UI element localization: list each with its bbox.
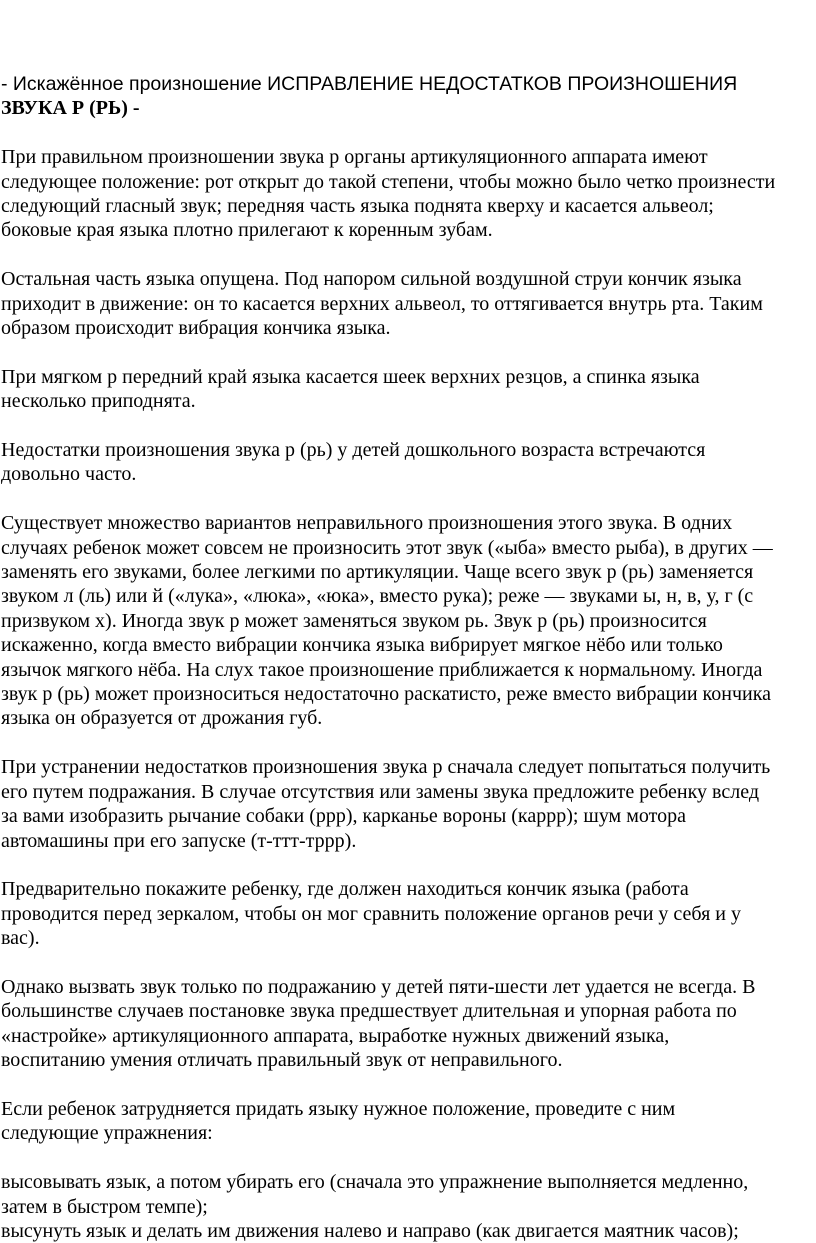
paragraph-line: случаях ребенок может совсем не произносить этот звук («ыба» вместо рыба), в других — (1, 536, 773, 559)
paragraph-line: Предварительно покажите ребенку, где должен находиться кончик языка (работа (1, 878, 689, 901)
paragraph-line: Однако вызвать звук только по подражанию у детей пяти-шести лет удается не всегда. В (1, 975, 756, 998)
exercise-line: высовывать язык, а потом убирать его (сначала это упражнение выполняется медленно, (1, 1171, 749, 1194)
paragraph-line: следующие упражнения: (1, 1122, 213, 1145)
paragraph-line: приходит в движение: он то касается верхних альвеол, то оттягивается внутрь рта. Таким (1, 292, 763, 315)
paragraph-6 (1, 755, 816, 853)
paragraph-line: автомашины при его запуске (т-ттт-тррр). (1, 829, 357, 852)
paragraph-line: Недостатки произношения звука р (рь) у детей дошкольного возраста встречаются (1, 439, 706, 462)
paragraph-9 (1, 1097, 816, 1146)
paragraph-8 (1, 975, 816, 1073)
exercise-list (1, 1170, 816, 1243)
paragraph-line: воспитанию умения отличать правильный звук от неправильного. (1, 1049, 563, 1072)
paragraph-line: язычок мягкого нёба. На слух такое произношение приближается к нормальному. Иногда (1, 658, 763, 681)
paragraph-line: за вами изобразить рычание собаки (ррр), карканье вороны (каррр); шум мотора (1, 805, 686, 828)
paragraph-line: призвуком х). Иногда звук р может заменяться звуком рь. Звук р (рь) произносится (1, 609, 707, 632)
paragraph-1 (1, 145, 816, 243)
paragraph-line: следующее положение: рот открыт до такой степени, чтобы можно было четко произнести (1, 170, 776, 193)
paragraph-line: При устранении недостатков произношения звука р сначала следует попытаться получить (1, 756, 771, 779)
paragraph-line: следующий гласный звук; передняя часть языка поднята кверху и касается альвеол; (1, 195, 714, 218)
exercise-line: высунуть язык и делать им движения налево и направо (как двигается маятник часов); (1, 1219, 739, 1242)
paragraph-line: проводится перед зеркалом, чтобы он мог сравнить положение органов речи у себя и у (1, 902, 741, 925)
paragraph-5 (1, 511, 816, 731)
paragraph-line: При мягком р передний край языка касается шеек верхних резцов, а спинка языка (1, 365, 700, 388)
paragraph-line: несколько приподнята. (1, 390, 196, 413)
paragraph-line: боковые края языка плотно прилегают к коренным зубам. (1, 219, 493, 242)
paragraph-line: искаженно, когда вместо вибрации кончика языка вибрирует мягкое нёбо или только (1, 634, 723, 657)
heading-bold-line: ЗВУКА Р (РЬ) - (1, 97, 140, 120)
paragraph-4 (1, 438, 816, 487)
paragraph-line: его путем подражания. В случае отсутствия или замены звука предложите ребенку вслед (1, 780, 760, 803)
paragraph-line: Существует множество вариантов неправильного произношения этого звука. В одних (1, 512, 733, 535)
paragraph-line: языка он образуется от дрожания губ. (1, 707, 323, 730)
paragraph-line: образом происходит вибрация кончика языка. (1, 317, 391, 340)
document-heading (1, 72, 816, 121)
heading-prefix: - Искажённое произношение ИСПРАВЛЕНИЕ НЕДОСТАТКОВ ПРОИЗНОШЕНИЯ (1, 73, 738, 95)
paragraph-line: вас). (1, 927, 40, 950)
paragraph-7 (1, 877, 816, 950)
paragraph-line: звук р (рь) может произноситься недостаточно раскатисто, реже вместо вибрации кончика (1, 683, 771, 706)
paragraph-2 (1, 267, 816, 340)
paragraph-3 (1, 365, 816, 414)
paragraph-line: большинстве случаев постановке звука предшествует длительная и упорная работа по (1, 1000, 737, 1023)
exercise-line: затем в быстром темпе); (1, 1195, 208, 1218)
paragraph-line: Если ребенок затрудняется придать языку нужное положение, проведите с ним (1, 1097, 676, 1120)
document-page (0, 72, 816, 1243)
paragraph-line: звуком л (ль) или й («лука», «люка», «юка», вместо рука); реже — звуками ы, н, в, у, г (с (1, 585, 754, 608)
paragraph-line: заменять его звуками, более легкими по артикуляции. Чаще всего звук р (рь) заменяется (1, 561, 754, 584)
paragraph-line: «настройке» артикуляционного аппарата, выработке нужных движений языка, (1, 1024, 670, 1047)
paragraph-line: Остальная часть языка опущена. Под напором сильной воздушной струи кончик языка (1, 268, 742, 291)
paragraph-line: довольно часто. (1, 463, 137, 486)
paragraph-line: При правильном произношении звука р органы артикуляционного аппарата имеют (1, 146, 708, 169)
